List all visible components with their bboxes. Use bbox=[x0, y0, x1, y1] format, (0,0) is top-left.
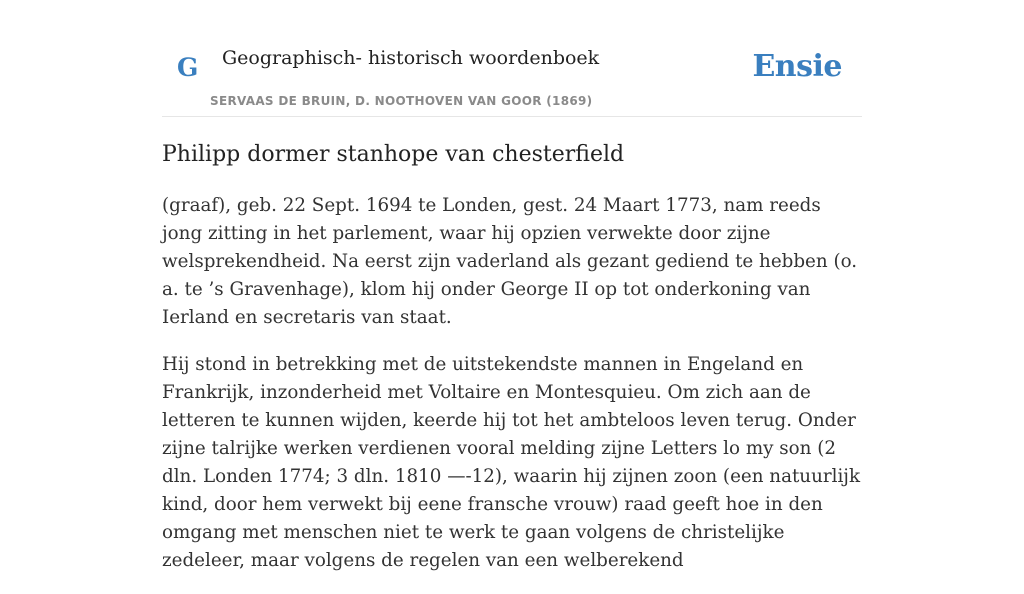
book-letter-icon[interactable]: G bbox=[177, 53, 199, 82]
ensie-logo[interactable]: Ensie bbox=[752, 49, 842, 84]
book-title-link[interactable]: Geographisch- historisch woordenboek bbox=[222, 47, 600, 69]
entry-paragraph: (graaf), geb. 22 Sept. 1694 te Londen, gest. 24 Maart 1773, nam reeds jong zitting in het parlement, waar hij opzien verwekte door zijne welsprekendheid. Na eerst zijn vaderland als gezant gediend te hebben (o. a. te ’s Gravenhage), klom hij onder George II op tot onderkoning van Ierland en secretaris van staat. bbox=[162, 195, 858, 328]
page-container bbox=[162, 0, 862, 571]
book-author: SERVAAS DE BRUIN, D. NOOTHOVEN VAN GOOR (1869) bbox=[210, 94, 593, 108]
entry-paragraph: Hij stond in betrekking met de uitstekendste mannen in Engeland en Frankrijk, inzonderheid met Voltaire en Montesquieu. Om zich aan de letteren te kunnen wijden, keerde hij tot het ambteloos leven terug. Onder zijne talrijke werken verdienen vooral melding zijne Letters lo my son (2 dln. Londen 1774; 3 dln. 1810 —-12), waarin hij zijnen zoon (een natuurlijk kind, door hem verwekt bij eene fransche vrouw) raad geeft hoe in den omgang met menschen niet te werk te gaan volgens de christelijke zedeleer, maar volgens de regelen van een welberekend bbox=[162, 354, 861, 571]
entry-title: Philipp dormer stanhope van chesterfield bbox=[162, 142, 625, 167]
entry-body bbox=[162, 192, 862, 594]
book-header bbox=[162, 0, 862, 117]
